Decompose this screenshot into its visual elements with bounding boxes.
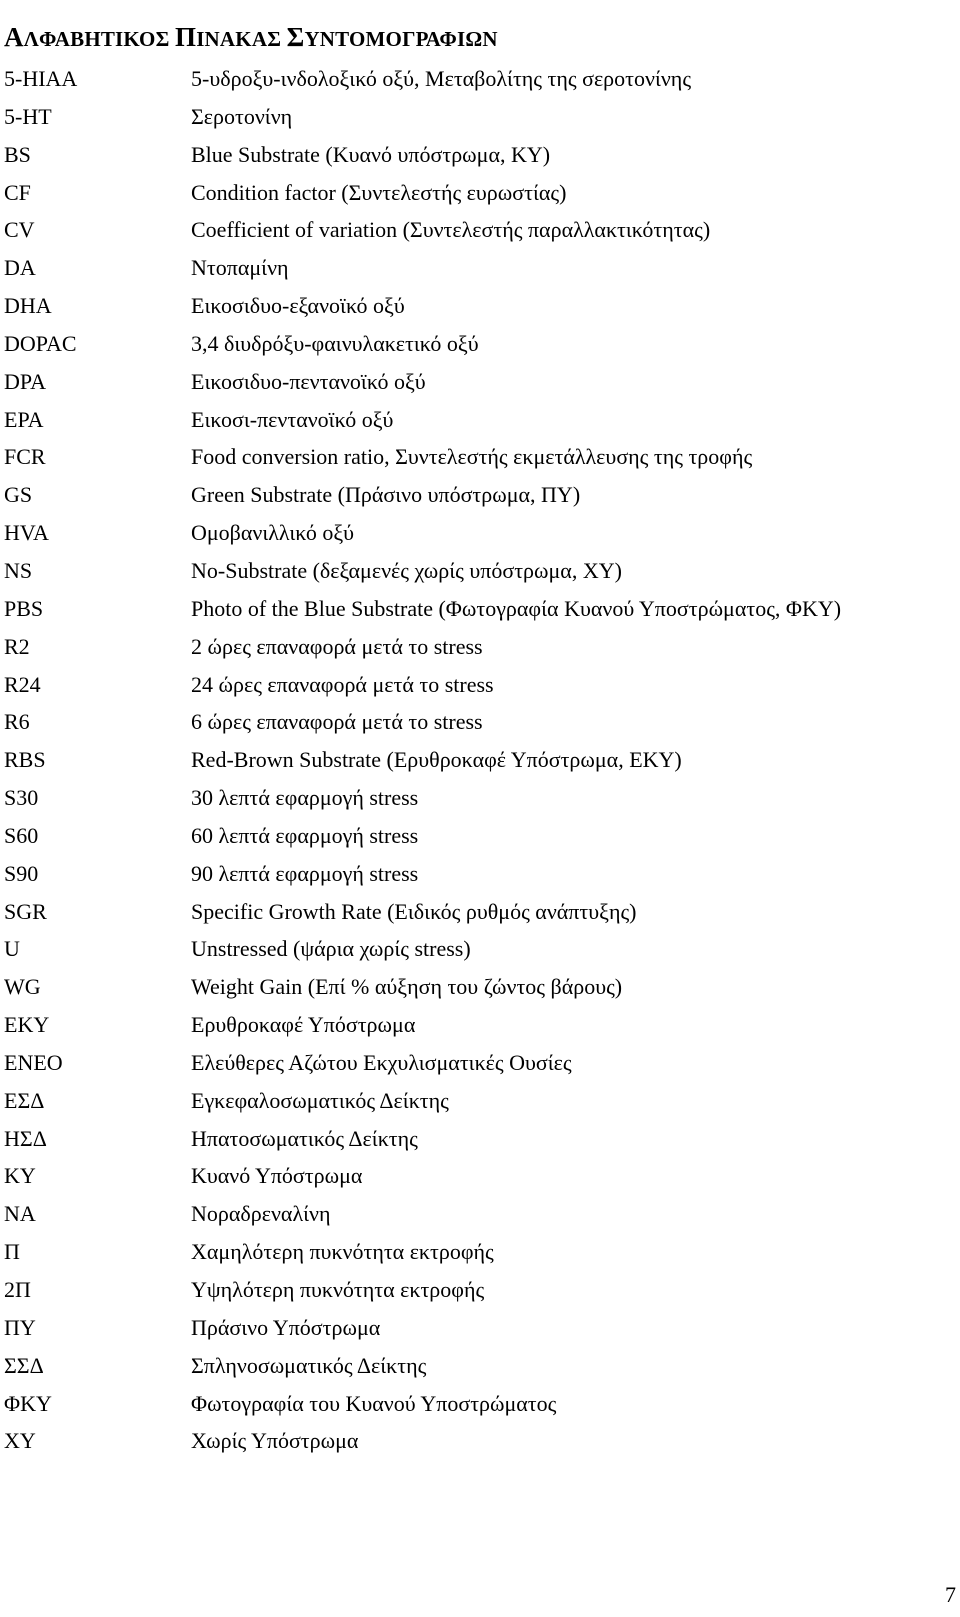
abbreviation-definition: Σεροτονίνη: [191, 103, 293, 129]
abbreviation-term: NS: [4, 557, 33, 583]
abbreviation-row: [4, 893, 944, 931]
abbreviation-row: [4, 136, 944, 174]
abbreviation-definition: Unstressed (ψάρια χωρίς stress): [191, 936, 471, 962]
abbreviation-row: [4, 401, 944, 439]
abbreviation-term: 5-HIAA: [4, 66, 78, 91]
abbreviation-definition: Condition factor (Συντελεστής ευρωστίας): [191, 179, 567, 205]
title-part: Α: [4, 22, 24, 53]
abbreviation-term: DHA: [4, 293, 52, 319]
abbreviation-row: [4, 741, 944, 779]
abbreviation-definition: 5-υδροξυ-ινδολοξικό οξύ, Μεταβολίτης της σεροτονίνης: [191, 66, 692, 91]
abbreviation-term: PBS: [4, 595, 44, 621]
abbreviation-term: BS: [4, 141, 31, 167]
abbreviation-row: [4, 211, 944, 249]
abbreviation-row: [4, 1385, 944, 1423]
title-part: ΥΝΤΟΜΟΓΡΑΦΙΩΝ: [304, 27, 498, 52]
abbreviation-term: ΧΥ: [4, 1428, 36, 1454]
abbreviation-definition: Εικοσι-πεντανοϊκό οξύ: [191, 406, 394, 432]
abbreviation-definition: Εγκεφαλοσωματικός Δείκτης: [191, 1087, 449, 1113]
page-title: [4, 20, 498, 56]
abbreviation-definition: 3,4 διυδρόξυ-φαινυλακετικό οξύ: [191, 330, 479, 356]
abbreviation-term: HVA: [4, 520, 49, 546]
abbreviation-definition: Ομοβανιλλικό οξύ: [191, 520, 355, 546]
abbreviation-term: ΚΥ: [4, 1163, 36, 1189]
abbreviation-row: [4, 1006, 944, 1044]
abbreviation-term: WG: [4, 974, 41, 1000]
abbreviation-row: [4, 476, 944, 514]
abbreviation-term: GS: [4, 482, 33, 508]
abbreviation-definition: Πράσινο Υπόστρωμα: [191, 1314, 381, 1340]
abbreviation-definition: Red-Brown Substrate (Ερυθροκαφέ Υπόστρωμα, ΕΚΥ): [191, 747, 682, 773]
abbreviation-term: ΠΥ: [4, 1314, 36, 1340]
abbreviation-row: [4, 968, 944, 1006]
abbreviation-row: [4, 60, 944, 98]
abbreviation-row: [4, 552, 944, 590]
abbreviation-row: [4, 1157, 944, 1195]
abbreviation-definition: Ελεύθερες Αζώτου Εκχυλισματικές Ουσίες: [191, 1049, 572, 1075]
abbreviation-term: S30: [4, 785, 39, 811]
abbreviation-definition: Χαμηλότερη πυκνότητα εκτροφής: [191, 1239, 494, 1265]
abbreviation-definition: Photo of the Blue Substrate (Φωτογραφία Κυανού Υποστρώματος, ΦΚΥ): [191, 595, 842, 621]
page-number: 7: [945, 1582, 956, 1607]
abbreviation-term: RBS: [4, 747, 46, 773]
abbreviation-definition: 90 λεπτά εφαρμογή stress: [191, 860, 419, 886]
abbreviation-row: [4, 325, 944, 363]
abbreviation-term: ΦΚΥ: [4, 1390, 52, 1416]
title-part: Σ: [286, 22, 305, 53]
title-part: ΙΝΑΚΑΣ: [196, 27, 287, 52]
abbreviation-definition: Υψηλότερη πυκνότητα εκτροφής: [191, 1277, 485, 1302]
abbreviation-definition: Green Substrate (Πράσινο υπόστρωμα, ΠΥ): [191, 482, 581, 508]
abbreviation-row: [4, 817, 944, 855]
abbreviation-term: ΗΣΔ: [4, 1125, 47, 1151]
abbreviation-definition: Ντοπαμίνη: [191, 255, 289, 281]
abbreviation-definition: 2 ώρες επαναφορά μετά το stress: [191, 633, 483, 659]
abbreviation-definition: 60 λεπτά εφαρμογή stress: [191, 822, 419, 848]
abbreviation-term: ΕΣΔ: [4, 1087, 45, 1113]
abbreviation-row: [4, 249, 944, 287]
abbreviation-definition: Coefficient of variation (Συντελεστής παραλλακτικότητας): [191, 217, 711, 243]
abbreviation-term: DPA: [4, 368, 46, 394]
abbreviation-term: R6: [4, 709, 30, 735]
abbreviation-row: [4, 1422, 944, 1460]
abbreviation-definition: 24 ώρες επαναφορά μετά το stress: [191, 671, 494, 697]
abbreviation-row: [4, 438, 944, 476]
abbreviation-definition: No-Substrate (δεξαμενές χωρίς υπόστρωμα, ΧΥ): [191, 557, 622, 583]
abbreviation-term: DOPAC: [4, 330, 77, 356]
abbreviation-term: R2: [4, 633, 30, 659]
abbreviation-row: [4, 930, 944, 968]
abbreviation-term: S90: [4, 860, 39, 886]
abbreviation-row: [4, 1120, 944, 1158]
abbreviation-term: R24: [4, 671, 41, 697]
abbreviation-row: [4, 1271, 944, 1309]
abbreviation-row: [4, 514, 944, 552]
abbreviation-term: SGR: [4, 898, 47, 924]
abbreviation-term: 2Π: [4, 1277, 31, 1302]
abbreviation-term: Π: [4, 1239, 20, 1265]
abbreviation-row: [4, 1195, 944, 1233]
title-part: Π: [174, 22, 197, 53]
abbreviation-definition: Νοραδρεναλίνη: [191, 1201, 331, 1227]
abbreviation-term: CF: [4, 179, 31, 205]
title-part: ΛΦΑΒΗΤΙΚΟΣ: [23, 27, 175, 52]
abbreviation-row: [4, 590, 944, 628]
abbreviation-row: [4, 1082, 944, 1120]
abbreviation-term: DA: [4, 255, 36, 281]
abbreviation-definition: Φωτογραφία του Κυανού Υποστρώματος: [191, 1390, 557, 1416]
abbreviation-row: [4, 98, 944, 136]
abbreviation-row: [4, 1309, 944, 1347]
abbreviation-row: [4, 1347, 944, 1385]
abbreviation-row: [4, 363, 944, 401]
abbreviation-definition: Εικοσιδυο-εξανοϊκό οξύ: [191, 293, 405, 319]
abbreviation-row: [4, 666, 944, 704]
abbreviation-row: [4, 1233, 944, 1271]
abbreviation-definition: Κυανό Υπόστρωμα: [191, 1163, 363, 1189]
abbreviation-list: [4, 60, 944, 1460]
abbreviation-definition: Σπληνοσωματικός Δείκτης: [191, 1352, 427, 1378]
abbreviation-definition: 30 λεπτά εφαρμογή stress: [191, 785, 419, 811]
abbreviation-row: [4, 287, 944, 325]
abbreviation-definition: Weight Gain (Επί % αύξηση του ζώντος βάρους): [191, 974, 623, 1000]
abbreviation-definition: Χωρίς Υπόστρωμα: [191, 1428, 359, 1454]
abbreviation-definition: 6 ώρες επαναφορά μετά το stress: [191, 709, 483, 735]
abbreviation-definition: Εικοσιδυο-πεντανοϊκό οξύ: [191, 368, 426, 394]
abbreviation-term: S60: [4, 822, 39, 848]
abbreviation-row: [4, 628, 944, 666]
abbreviation-term: CV: [4, 217, 35, 243]
abbreviation-row: [4, 1044, 944, 1082]
abbreviation-row: [4, 855, 944, 893]
abbreviation-term: ΝΑ: [4, 1201, 36, 1227]
abbreviation-term: 5-HT: [4, 103, 52, 129]
abbreviation-definition: Ηπατοσωματικός Δείκτης: [191, 1125, 418, 1151]
abbreviation-term: U: [4, 936, 20, 962]
abbreviation-definition: Food conversion ratio, Συντελεστής εκμετάλλευσης της τροφής: [191, 444, 753, 470]
abbreviation-definition: Ερυθροκαφέ Υπόστρωμα: [191, 1012, 416, 1038]
abbreviation-row: [4, 174, 944, 212]
abbreviation-term: EPA: [4, 406, 44, 432]
abbreviation-term: ΕΝΕΟ: [4, 1049, 63, 1075]
abbreviation-row: [4, 779, 944, 817]
abbreviation-term: FCR: [4, 444, 46, 470]
abbreviation-term: ΕΚΥ: [4, 1012, 50, 1038]
abbreviation-definition: Specific Growth Rate (Ειδικός ρυθμός ανάπτυξης): [191, 898, 637, 924]
abbreviation-term: ΣΣΔ: [4, 1352, 44, 1378]
abbreviation-definition: Blue Substrate (Κυανό υπόστρωμα, ΚΥ): [191, 141, 551, 167]
abbreviation-row: [4, 703, 944, 741]
